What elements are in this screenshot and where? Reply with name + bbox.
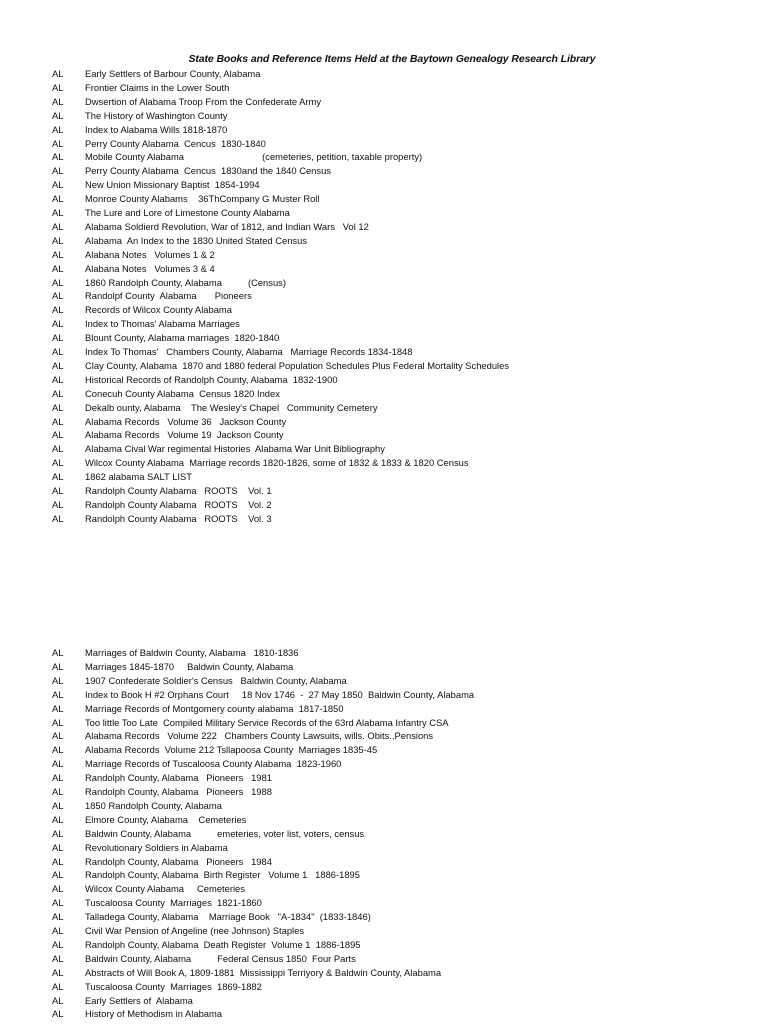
book-title: Blount County, Alabama marriages 1820-1840 bbox=[85, 332, 280, 344]
state-code: AL bbox=[52, 95, 64, 107]
list-item bbox=[0, 813, 768, 827]
state-code: AL bbox=[52, 498, 64, 510]
book-title: Wilcox County Alabama Marriage records 1820-1826, some of 1832 & 1833 & 1820 Census bbox=[85, 457, 469, 469]
state-code: AL bbox=[52, 471, 64, 483]
document-title: State Books and Reference Items Held at the Baytown Genealogy Research Library bbox=[188, 53, 596, 65]
list-item bbox=[0, 289, 768, 303]
state-code: AL bbox=[52, 68, 64, 79]
book-title: Index to Thomas' Alabama Marriages bbox=[85, 318, 240, 330]
book-title: Tuscaloosa County Marriages 1869-1882 bbox=[85, 980, 262, 992]
book-title: Randolph County, Alabama Pioneers 1984 bbox=[85, 855, 272, 867]
book-title: Records of Wilcox County Alabama bbox=[85, 304, 232, 316]
list-item bbox=[0, 428, 768, 442]
list-item bbox=[0, 1007, 768, 1021]
list-item bbox=[0, 442, 768, 456]
list-item bbox=[0, 938, 768, 952]
state-code: AL bbox=[52, 869, 64, 881]
list-item bbox=[0, 785, 768, 799]
state-code: AL bbox=[52, 401, 64, 413]
list-item bbox=[0, 456, 768, 470]
state-code: AL bbox=[52, 1008, 64, 1020]
state-code: AL bbox=[52, 758, 64, 770]
book-title: Marriages of Baldwin County, Alabama 1810-1836 bbox=[85, 647, 299, 658]
list-item bbox=[0, 757, 768, 771]
list-item bbox=[0, 303, 768, 317]
book-title: Perry County Alabama Cencus 1830-1840 bbox=[85, 137, 266, 149]
list-item bbox=[0, 827, 768, 841]
list-item bbox=[0, 415, 768, 429]
state-code: AL bbox=[52, 966, 64, 978]
list-item bbox=[0, 331, 768, 345]
list-item bbox=[0, 688, 768, 702]
book-title: Early Settlers of Barbour County, Alabama bbox=[85, 68, 261, 79]
book-title: Abstracts of Will Book A, 1809-1881 Mississippi Terriyory & Baldwin County, Alabama bbox=[85, 966, 442, 978]
book-title: Alabana Notes Volumes 1 & 2 bbox=[85, 248, 215, 260]
state-code: AL bbox=[52, 660, 64, 672]
list-item bbox=[0, 910, 768, 924]
list-item bbox=[0, 164, 768, 178]
book-title: Monroe County Alabams 36ThCompany G Muster Roll bbox=[85, 193, 320, 205]
book-title: Dekalb ounty, Alabama The Wesley's Chapel Community Cemetery bbox=[85, 401, 378, 413]
state-code: AL bbox=[52, 81, 64, 93]
list-item bbox=[0, 841, 768, 855]
list-item bbox=[0, 896, 768, 910]
state-code: AL bbox=[52, 952, 64, 964]
state-code: AL bbox=[52, 883, 64, 895]
state-code: AL bbox=[52, 109, 64, 121]
book-title: Randolph County, Alabama Birth Register Volume 1 1886-1895 bbox=[85, 869, 360, 881]
state-code: AL bbox=[52, 387, 64, 399]
book-title: New Union Missionary Baptist 1854-1994 bbox=[85, 179, 260, 191]
book-title: Randolph County, Alabama Death Register Volume 1 1886-1895 bbox=[85, 938, 361, 950]
list-item bbox=[0, 220, 768, 234]
list-item bbox=[0, 882, 768, 896]
book-title: 1907 Confederate Soldier's Census Baldwin County, Alabama bbox=[85, 674, 347, 686]
list-item bbox=[0, 401, 768, 415]
book-title: Dwsertion of Alabama Troop From the Confederate Army bbox=[85, 95, 322, 107]
book-title: Conecuh County Alabama Census 1820 Index bbox=[85, 387, 280, 399]
state-code: AL bbox=[52, 925, 64, 936]
list-item bbox=[0, 192, 768, 206]
book-title: Tuscaloosa County Marriages 1821-1860 bbox=[85, 897, 262, 909]
book-title: The Lure and Lore of Limestone County Alabama bbox=[85, 207, 290, 218]
book-title: Alabama Records Volume 19 Jackson County bbox=[85, 429, 284, 441]
list-item bbox=[0, 67, 768, 81]
state-code: AL bbox=[52, 193, 64, 205]
book-title: Alabama Records Volume 212 Tsllapoosa County Marriages 1835-45 bbox=[85, 744, 378, 756]
list-item bbox=[0, 178, 768, 192]
list-item bbox=[0, 994, 768, 1008]
list-item bbox=[0, 95, 768, 109]
list-item bbox=[0, 646, 768, 660]
state-code: AL bbox=[52, 512, 64, 524]
book-title: Randolph County, Alabama Pioneers 1981 bbox=[85, 772, 272, 784]
list-item bbox=[0, 262, 768, 276]
state-code: AL bbox=[52, 744, 64, 756]
book-title: Index to Book H #2 Orphans Court 18 Nov 1746 - 27 May 1850 Baldwin County, Alabama bbox=[85, 688, 475, 700]
book-title: Baldwin County, Alabama Federal Census 1850 Four Parts bbox=[85, 952, 356, 964]
list-item bbox=[0, 660, 768, 674]
list-item bbox=[0, 206, 768, 220]
state-code: AL bbox=[52, 207, 64, 218]
state-code: AL bbox=[52, 911, 64, 923]
book-title: Talladega County, Alabama Marriage Book "A-1834" (1833-1846) bbox=[85, 911, 371, 923]
state-code: AL bbox=[52, 786, 64, 797]
state-code: AL bbox=[52, 234, 64, 246]
book-title: History of Methodism in Alabama bbox=[85, 1008, 223, 1020]
book-title: Index to Alabama Wills 1818-1870 bbox=[85, 123, 228, 135]
list-item bbox=[0, 674, 768, 688]
list-item bbox=[0, 924, 768, 938]
list-item bbox=[0, 743, 768, 757]
list-item bbox=[0, 109, 768, 123]
book-title: Civil War Pension of Angeline (nee Johnson) Staples bbox=[85, 925, 305, 936]
list-item bbox=[0, 952, 768, 966]
list-item bbox=[0, 234, 768, 248]
list-item bbox=[0, 276, 768, 290]
book-title: Revolutionary Soldiers in Alabama bbox=[85, 841, 228, 853]
state-code: AL bbox=[52, 897, 64, 909]
state-code: AL bbox=[52, 304, 64, 316]
list-item bbox=[0, 771, 768, 785]
book-title: Clay County, Alabama 1870 and 1880 federal Population Schedules Plus Federal Mortality Schedules bbox=[85, 359, 510, 371]
state-code: AL bbox=[52, 485, 64, 496]
list-item bbox=[0, 317, 768, 331]
book-title: Wilcox County Alabama Cemeteries bbox=[85, 883, 245, 895]
list-item bbox=[0, 470, 768, 484]
list-item bbox=[0, 359, 768, 373]
state-code: AL bbox=[52, 248, 64, 260]
book-title: Too little Too Late Compiled Military Service Records of the 63rd Alabama Infantry CSA bbox=[85, 716, 449, 728]
state-code: AL bbox=[52, 123, 64, 135]
book-title: Index To Thomas' Chambers County, Alabama Marriage Records 1834-1848 bbox=[85, 346, 413, 357]
list-item bbox=[0, 81, 768, 95]
book-title: Marriage Records of Tuscaloosa County Alabama 1823-1960 bbox=[85, 758, 342, 770]
state-code: AL bbox=[52, 179, 64, 191]
book-title: Elmore County, Alabama Cemeteries bbox=[85, 813, 247, 825]
book-title: Randolph County Alabama ROOTS Vol. 1 bbox=[85, 485, 272, 496]
state-code: AL bbox=[52, 346, 64, 357]
state-code: AL bbox=[52, 730, 64, 742]
state-code: AL bbox=[52, 290, 64, 302]
list-item bbox=[0, 248, 768, 262]
state-code: AL bbox=[52, 220, 64, 232]
state-code: AL bbox=[52, 827, 64, 839]
book-title: Alabama Soldierd Revolution, War of 1812, and Indian Wars Vol 12 bbox=[85, 220, 369, 232]
book-title: Marriages 1845-1870 Baldwin County, Alabama bbox=[85, 660, 294, 672]
list-item bbox=[0, 484, 768, 498]
state-code: AL bbox=[52, 457, 64, 469]
list-item bbox=[0, 980, 768, 994]
state-code: AL bbox=[52, 688, 64, 700]
book-title: Randolph County, Alabama Pioneers 1988 bbox=[85, 786, 272, 797]
list-item bbox=[0, 868, 768, 882]
state-code: AL bbox=[52, 151, 64, 163]
book-title: Alabana Notes Volumes 3 & 4 bbox=[85, 262, 215, 274]
book-title: Alabama Cival War regimental Histories Alabama War Unit Bibliography bbox=[85, 443, 385, 455]
book-title: Early Settlers of Alabama bbox=[85, 994, 193, 1006]
list-item bbox=[0, 150, 768, 164]
list-item bbox=[0, 729, 768, 743]
list-item bbox=[0, 373, 768, 387]
list-item bbox=[0, 702, 768, 716]
list-item bbox=[0, 387, 768, 401]
state-code: AL bbox=[52, 702, 64, 714]
book-title: Mobile County Alabama (cemeteries, petition, taxable property) bbox=[85, 151, 423, 163]
book-title: Alabama Records Volume 36 Jackson County bbox=[85, 415, 287, 427]
state-code: AL bbox=[52, 813, 64, 825]
state-code: AL bbox=[52, 415, 64, 427]
state-code: AL bbox=[52, 443, 64, 455]
list-item bbox=[0, 498, 768, 512]
list-item bbox=[0, 855, 768, 869]
state-code: AL bbox=[52, 716, 64, 728]
book-title: Frontier Claims in the Lower South bbox=[85, 81, 230, 93]
list-item bbox=[0, 123, 768, 137]
book-title: Baldwin County, Alabama emeteries, voter list, voters, census bbox=[85, 827, 365, 839]
state-code: AL bbox=[52, 994, 64, 1006]
state-code: AL bbox=[52, 373, 64, 385]
state-code: AL bbox=[52, 262, 64, 274]
book-title: The History of Washington County bbox=[85, 109, 228, 121]
book-title: 1850 Randolph County, Alabama bbox=[85, 799, 222, 811]
book-title: Randolpf County Alabama Pioneers bbox=[85, 290, 252, 302]
state-code: AL bbox=[52, 429, 64, 441]
list-item bbox=[0, 966, 768, 980]
state-code: AL bbox=[52, 980, 64, 992]
state-code: AL bbox=[52, 359, 64, 371]
state-code: AL bbox=[52, 799, 64, 811]
state-code: AL bbox=[52, 674, 64, 686]
state-code: AL bbox=[52, 855, 64, 867]
book-title: Randolph County Alabama ROOTS Vol. 3 bbox=[85, 512, 272, 524]
list-item bbox=[0, 345, 768, 359]
state-code: AL bbox=[52, 647, 64, 658]
state-code: AL bbox=[52, 165, 64, 177]
list-item bbox=[0, 137, 768, 151]
state-code: AL bbox=[52, 318, 64, 330]
book-title: 1862 alabama SALT LIST bbox=[85, 471, 193, 483]
list-item bbox=[0, 716, 768, 730]
book-title: Historical Records of Randolph County, Alabama 1832-1900 bbox=[85, 373, 338, 385]
book-title: Perry County Alabama Cencus 1830and the 1840 Census bbox=[85, 165, 331, 177]
list-item bbox=[0, 799, 768, 813]
state-code: AL bbox=[52, 772, 64, 784]
state-code: AL bbox=[52, 938, 64, 950]
book-title: 1860 Randolph County, Alabama (Census) bbox=[85, 276, 286, 288]
state-code: AL bbox=[52, 332, 64, 344]
list-item bbox=[0, 512, 768, 526]
state-code: AL bbox=[52, 137, 64, 149]
state-code: AL bbox=[52, 841, 64, 853]
book-title: Randolph County Alabama ROOTS Vol. 2 bbox=[85, 498, 272, 510]
book-title: Marriage Records of Montgomery county alabama 1817-1850 bbox=[85, 702, 344, 714]
book-title: Alabama Records Volume 222 Chambers County Lawsuits, wills. Obits.,Pensions bbox=[85, 730, 434, 742]
state-code: AL bbox=[52, 276, 64, 288]
book-title: Alabama An Index to the 1830 United Stated Census bbox=[85, 234, 308, 246]
